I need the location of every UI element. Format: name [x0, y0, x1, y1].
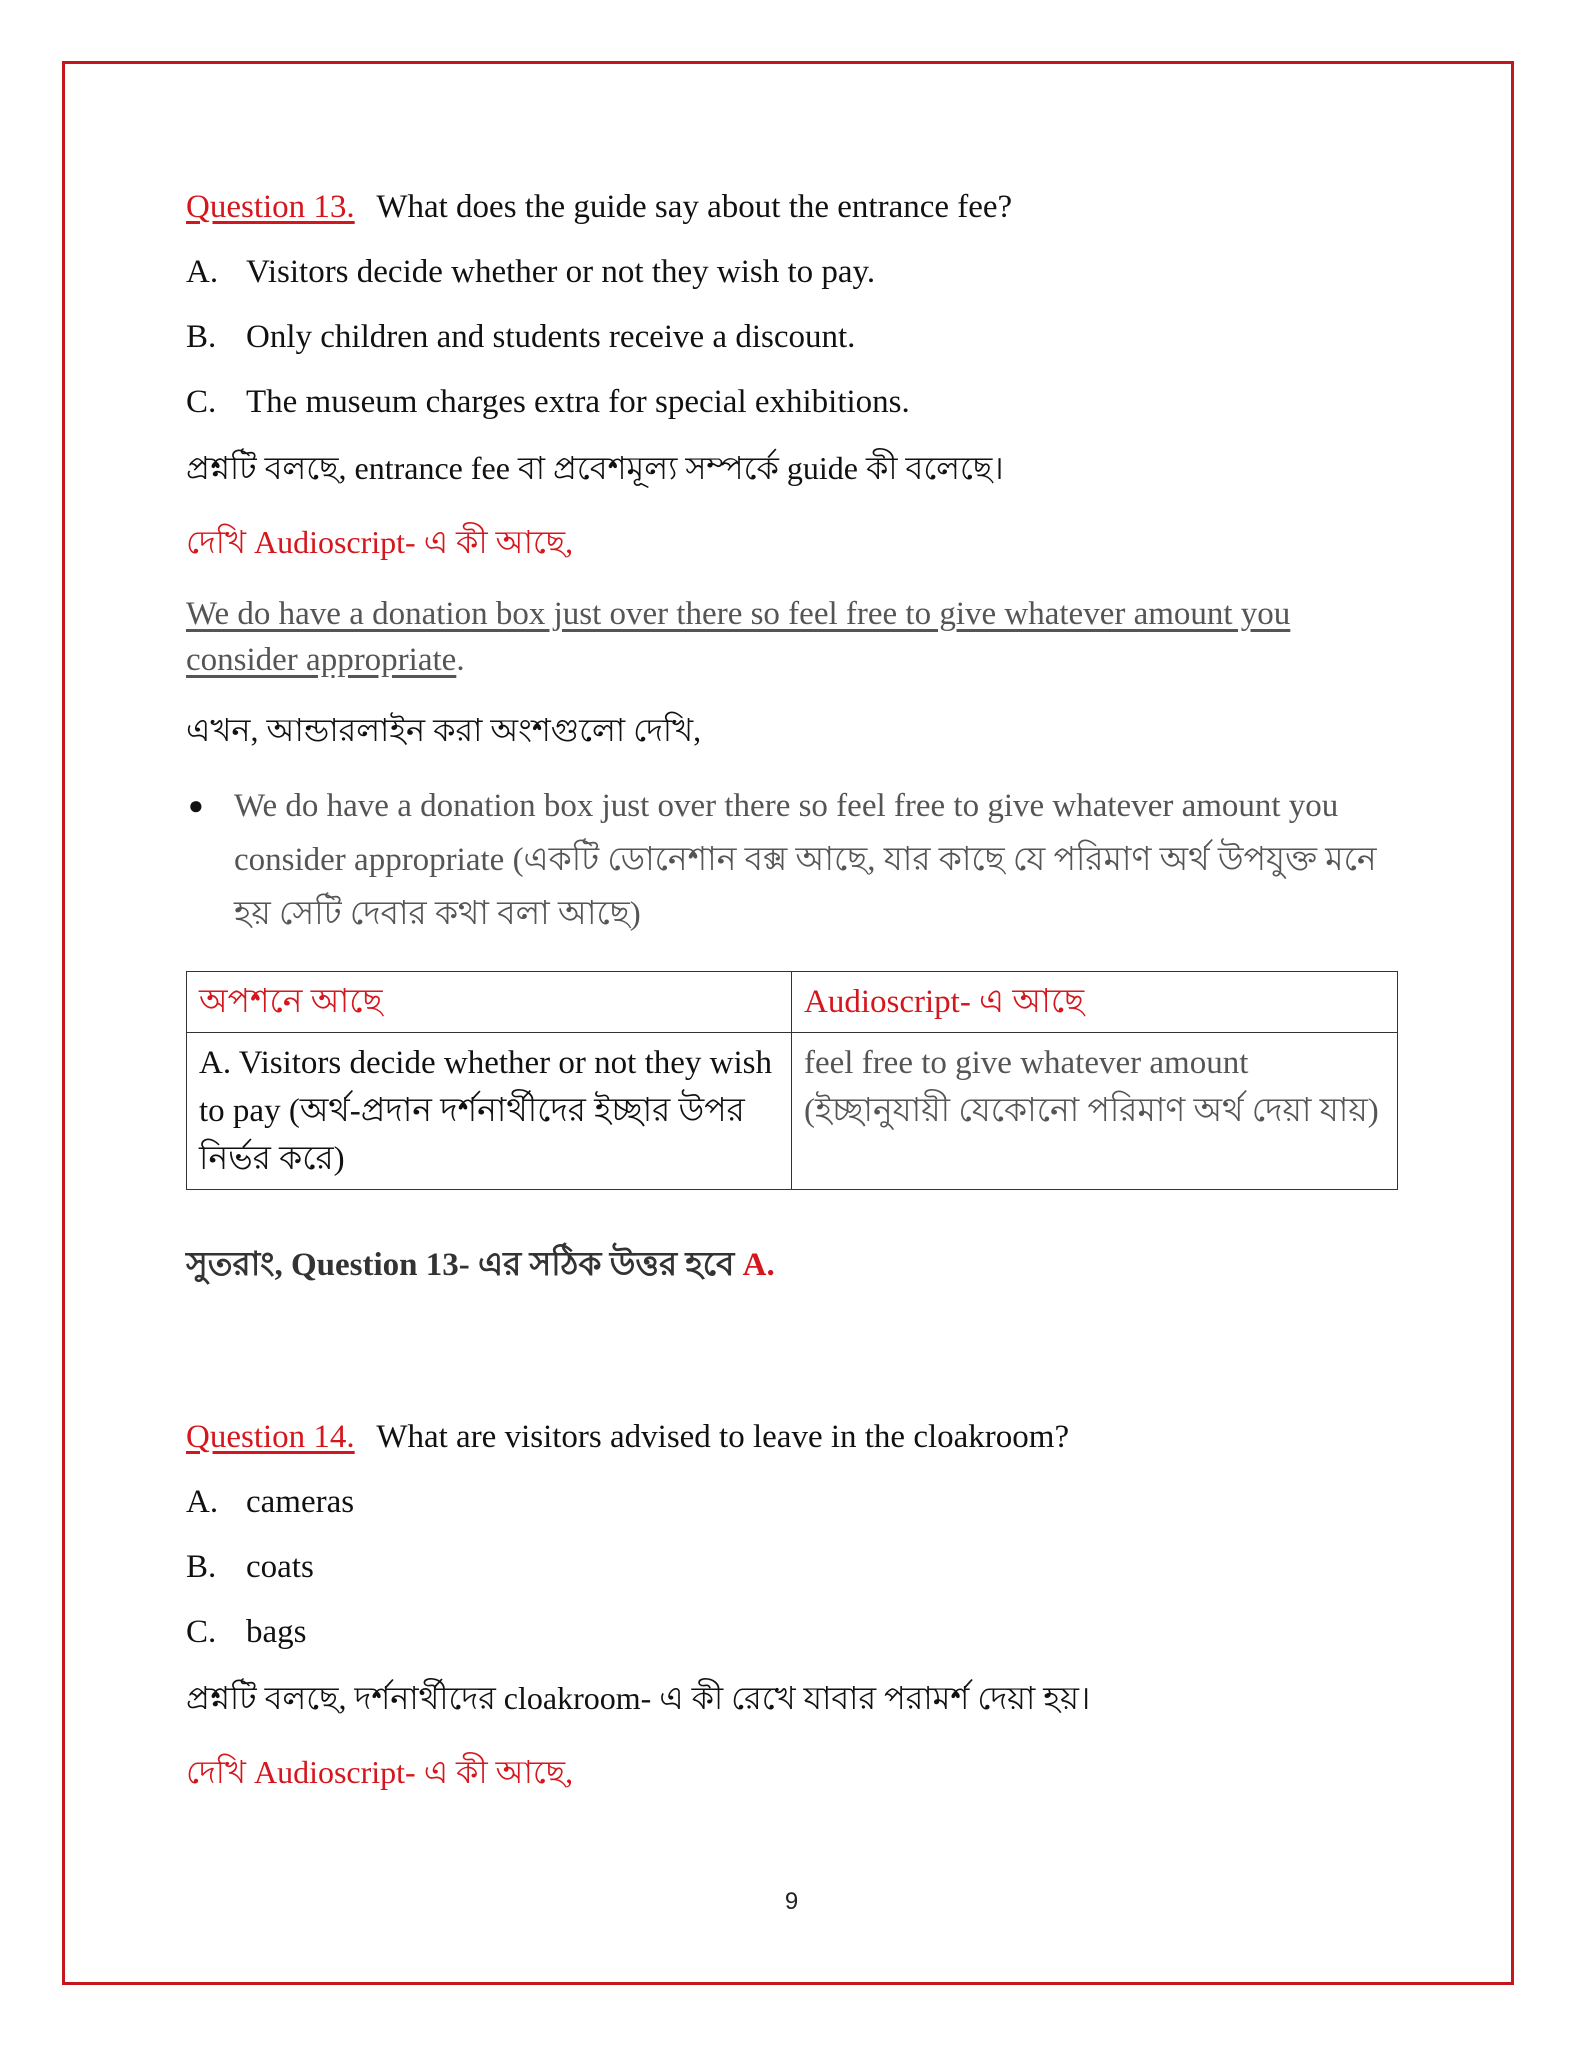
q13-audioscript-quote	[186, 591, 1406, 683]
q13-explanation: প্রশ্নটি বলছে, entrance fee বা প্রবেশমূল্য সম্পর্কে guide কী বলেছে।	[186, 450, 1004, 486]
page-number: 9	[784, 1888, 799, 1915]
cell-audioscript-english: feel free to give whatever amount	[804, 1045, 1249, 1081]
option-letter: A.	[186, 1484, 219, 1520]
option-letter: C.	[186, 384, 217, 420]
q14-option-b	[186, 1543, 1406, 1591]
q14-explanation: প্রশ্নটি বলছে, দর্শনার্থীদের cloakroom- এ কী রেখে যাবার পরামর্শ দেয়া হয়।	[186, 1680, 1091, 1716]
option-letter: B.	[186, 1549, 217, 1585]
option-text: Only children and students receive a discount.	[246, 319, 856, 355]
question-14-text: What are visitors advised to leave in the cloakroom?	[376, 1419, 1070, 1455]
option-text: coats	[246, 1549, 314, 1585]
q13-option-b	[186, 313, 1406, 361]
option-text: cameras	[246, 1484, 355, 1520]
cell-option-bengali: (অর্থ-প্রদান দর্শনার্থীদের ইচ্ছার উপর নির্ভর করে)	[199, 1093, 745, 1177]
bullet-icon: ●	[188, 791, 204, 820]
comparison-table	[186, 971, 1398, 1190]
verdict-answer: A.	[742, 1247, 775, 1283]
option-letter: C.	[186, 1614, 217, 1650]
q14-option-a	[186, 1478, 1406, 1526]
quote-end: .	[456, 642, 465, 678]
question-14	[186, 1412, 1406, 1462]
q13-option-a	[186, 248, 1406, 296]
underlined-quote: We do have a donation box just over there so feel free to give whatever amount you consider appropriate	[186, 596, 1291, 678]
option-letter: B.	[186, 319, 217, 355]
question-14-label: Question 14.	[186, 1419, 355, 1455]
q13-option-c	[186, 378, 1406, 426]
option-text: Visitors decide whether or not they wish to pay.	[246, 254, 876, 290]
bullet-english: We do have a donation box just over there so feel free to give whatever amount you consider appropriate	[234, 788, 1339, 878]
option-text: bags	[246, 1614, 307, 1650]
table-header-options: অপশনে আছে	[187, 972, 792, 1033]
bullet-bengali: (একটি ডোনেশান বক্স আছে, যার কাছে যে পরিমাণ অর্থ উপযুক্ত মনে হয় সেটি দেবার কথা বলা আছে)	[234, 842, 1377, 932]
table-cell-option	[187, 1033, 792, 1190]
table-header-audioscript: Audioscript- এ আছে	[792, 972, 1398, 1033]
question-13	[186, 182, 1406, 232]
q14-audioscript-heading: দেখি Audioscript- এ কী আছে,	[186, 1754, 574, 1790]
q13-underline-note: এখন, আন্ডারলাইন করা অংশগুলো দেখি,	[186, 712, 702, 748]
cell-option-english: A. Visitors decide whether or not they wish to pay	[199, 1045, 772, 1129]
option-letter: A.	[186, 254, 219, 290]
table-header-row	[187, 972, 1398, 1033]
cell-audioscript-bengali: (ইচ্ছানুযায়ী যেকোনো পরিমাণ অর্থ দেয়া যায়)	[804, 1093, 1379, 1129]
table-row	[187, 1033, 1398, 1190]
q13-bullet-item	[186, 779, 1406, 941]
page-content	[186, 182, 1406, 1821]
q13-audioscript-heading: দেখি Audioscript- এ কী আছে,	[186, 524, 574, 560]
q13-verdict	[186, 1240, 1406, 1290]
table-cell-audioscript	[792, 1033, 1398, 1190]
q14-option-c	[186, 1608, 1406, 1656]
question-13-label: Question 13.	[186, 189, 355, 225]
option-text: The museum charges extra for special exhibitions.	[246, 384, 910, 420]
verdict-text: সুতরাং, Question 13- এর সঠিক উত্তর হবে	[186, 1247, 735, 1283]
question-13-text: What does the guide say about the entrance fee?	[376, 189, 1013, 225]
